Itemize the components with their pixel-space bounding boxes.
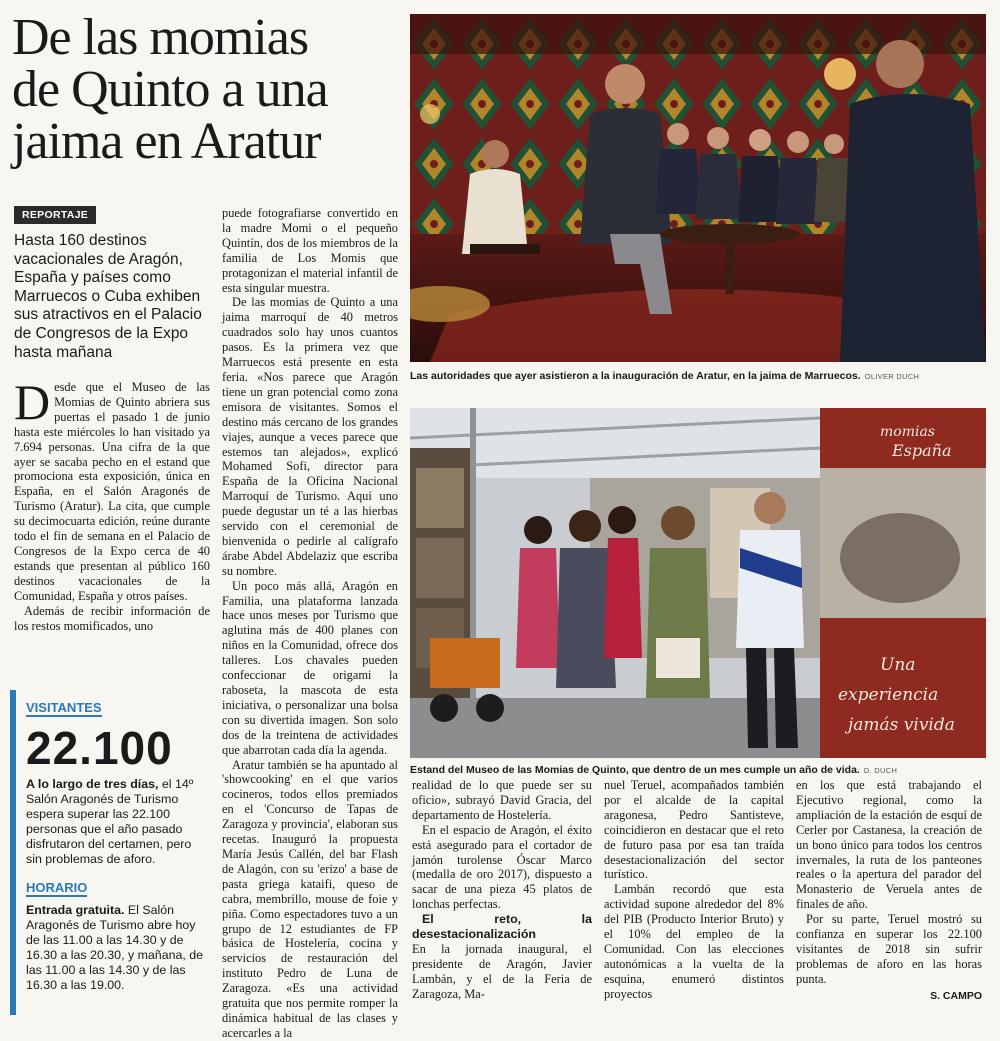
info-box	[10, 690, 206, 1015]
paragraph: En la jornada inaugural, el presidente de Aragón, Javier Lambán, y el de la Feria de Zaragoza, Ma-	[412, 941, 592, 1001]
paragraph: En el espacio de Aragón, el éxito está asegurado para el cortador de jamón turolense Óscar Marco (medalla de oro 2017), dispuesto a sacar de una pieza 45 platos de lonchas perfectas.	[412, 822, 592, 912]
paragraph: nuel Teruel, acompañados también por el alcalde de la capital aragonesa, Pedro Santisteve, coincidieron en destacar que el reto de futuro pasa por esa tan traída desestacionalización del sector turístico.	[604, 778, 784, 882]
paragraph: Un poco más allá, Aragón en Familia, una plataforma lanzada hace unos meses por Turismo que aglutina más de 400 planes con niños en la Comunidad, ofrece dos talleres. Los chavales pueden confeccionar de origami la raboseta, la mascota de esta iniciativa, o personalizar una bolsa con su divertida imagen. Son solo dos de la treintena de actividades que abarrotan cada día la agenda.	[222, 578, 398, 757]
article-column-2	[222, 206, 398, 1041]
photo-museum-stand-caption: Estand del Museo de las Momias de Quinto, que dentro de un mes cumple un año de vida. D. DUCH	[410, 764, 898, 776]
sign-board-top-text: España	[892, 441, 952, 460]
drop-cap: D	[14, 374, 51, 430]
sign-board-bottom-text: experiencia	[838, 685, 939, 705]
section-tag: REPORTAJE	[14, 206, 96, 224]
paragraph: De las momias de Quinto a una jaima marroquí de 40 metros cuadrados solo hay unos cuantos pasos. Es la primera vez que Marruecos está presente en esta feria. «Nos parece que Aragón tiene un gran potencial como zona emisora de visitantes. Somos el destino más cercano de los grandes viajes, aunque a veces parece que estemos tan alejados», explicó Mohamed Sofi, director para España de la Oficina Nacional Marroquí de Turismo. Aquí uno puede degustar un té a las hierbas servido con el ceremonial de bienvenida o pedirle al calígrafo árabe Abdel Abdelaziz que escriba su nombre.	[222, 295, 398, 578]
photo-credit: D. DUCH	[863, 766, 898, 775]
article-column-5	[796, 778, 982, 1004]
intertitle: El reto, la desestacionalización	[412, 912, 592, 942]
photo-museum-stand	[410, 408, 986, 758]
sign-board-bottom-text: jamás vivida	[848, 715, 955, 735]
paragraph: Aratur también se ha apuntado al 'showcooking' en el que varios cocineros, todos ellos premiados en el 'Concurso de Tapas de Zaragoza y provincia', elaboran sus recetas. Inauguró la propuesta María Jesús Callén, del bar Flash de Alagón, con su 'erizo' a base de pasta griega kataifi, queso de cabra, membrillo, mouse de foie y piña. Como espectadores tuvo a un grupo de 12 estudiantes de FP básica de Hostelería, cocina y servicios de restauración del instituto Pedro de Luna de Zaragoza. «Es una actividad gratuita que nos permite romper la dinámica habitual de las clases y acercarles a la	[222, 757, 398, 1040]
photo-jaima-illustration	[410, 14, 986, 362]
schedule-label: HORARIO	[26, 880, 88, 896]
sign-board-top-text: momias	[880, 424, 935, 440]
photo-jaima-caption: Las autoridades que ayer asistieron a la inauguración de Aratur, en la jaima de Marruecos. OLIVER DUCH	[410, 370, 920, 382]
paragraph: Lambán recordó que esta actividad supone alrededor del 8% del PIB (Producto Interior Bruto) y el 10% del empleo de la Comunidad. Con las elecciones autonómicas a la vuelta de la esquina, enumeró distintos proyectos	[604, 882, 784, 1001]
photo-credit: OLIVER DUCH	[864, 372, 920, 381]
headline-line-1: De las momias	[12, 9, 309, 66]
visitors-text: A lo largo de tres días, el 14º Salón Aragonés de Turismo espera superar las 22.100 personas que el año pasado disfrutaron del certamen, pero sin problemas de aforo.	[26, 777, 194, 866]
paragraph: en los que está trabajando el Ejecutivo regional, como la ampliación de la estación de esquí de Cerler por Castanesa, la creación de un bono único para todos los centros invernales, la ruta de los panteones reales o la apertura del parador del Monasterio de Veruela antes de finales de año.	[796, 778, 982, 912]
headline	[12, 9, 402, 170]
paragraph: Desde que el Museo de las Momias de Quinto abriera sus puertas el pasado 1 de junio hasta este miércoles lo han visitado ya 7.694 personas. Una cifra de la que ayer se sacaba pecho en el estand que promociona esta exposición, única en España, en el Salón Aragonés de Turismo (Aratur). La cita, que cumple su decimocuarta edición, reúne durante todo el fin de semana en el Palacio de Congresos de la Expo cerca de 40 estands que presentan al público 160 destinos vacacionales de la Comunidad, España y otros países.	[14, 374, 210, 603]
article-column-3	[412, 778, 592, 1002]
paragraph: Además de recibir información de los restos momificados, uno	[14, 603, 210, 633]
visitors-number: 22.100	[26, 722, 173, 774]
author-signature: S. CAMPO	[930, 989, 982, 1002]
sign-board-bottom-text: Una	[880, 655, 916, 675]
paragraph: puede fotografiarse convertido en la madre Momi o el pequeño Quintín, dos de los miembros de la familia de Los Momis que protagonizan el material infantil de esta singular muestra.	[222, 206, 398, 295]
headline-line-2: de Quinto a una	[12, 61, 328, 118]
photo-jaima	[410, 14, 986, 362]
schedule-text: Entrada gratuita. El Salón Aragonés de Turismo abre hoy de las 11.00 a las 14.30 y de 16.30 a las 20.30, y mañana, de las 11.00 a las 14.30 y de las 16.30 a las 19.00.	[26, 903, 204, 992]
article-column-4	[604, 778, 784, 1002]
photo-museum-stand-illustration	[410, 408, 986, 758]
paragraph: realidad de lo que puede ser su oficio», subrayó David Gracia, del departamento de Hostelería.	[412, 778, 592, 822]
visitors-label: VISITANTES	[26, 700, 102, 715]
article-column-1	[14, 374, 210, 633]
paragraph: Por su parte, Teruel mostró su confianza en superar los 22.100 visitantes de 2018 sin sufrir problemas de aforo en las horas punta.	[796, 912, 982, 986]
headline-line-3: jaima en Aratur	[12, 113, 321, 170]
subhead: Hasta 160 destinos vacacionales de Aragón, España y países como Marruecos o Cuba exhiben sus atractivos en el Palacio de Congresos de la Expo hasta mañana	[14, 232, 202, 361]
